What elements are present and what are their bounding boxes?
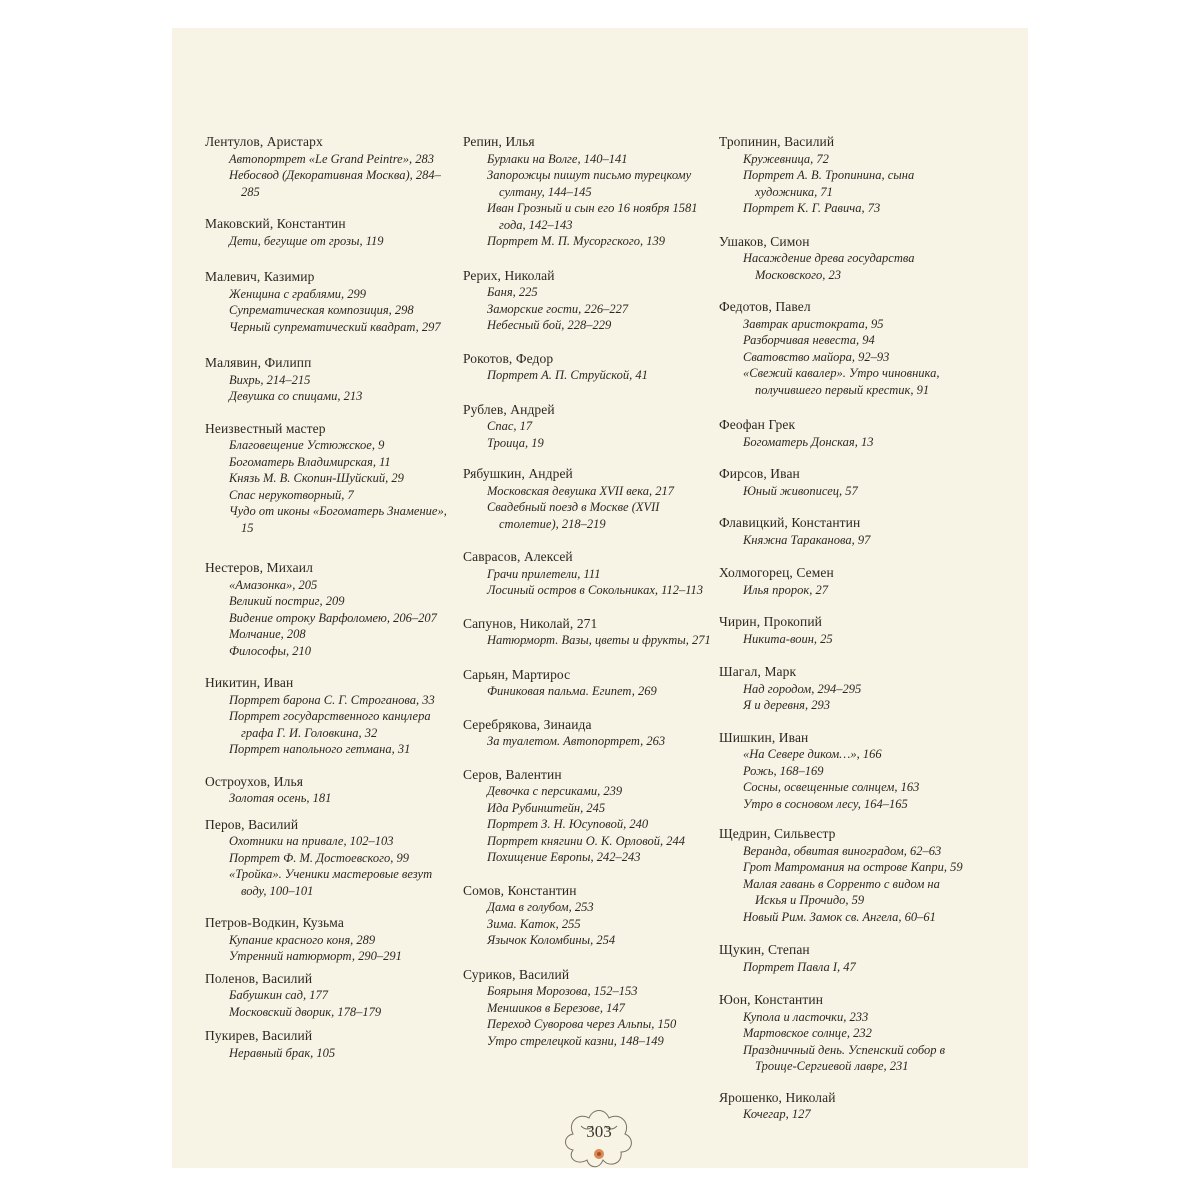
artist-name: Репин, Илья xyxy=(463,134,535,149)
artist-name: Тропинин, Василий xyxy=(719,134,835,149)
index-entry xyxy=(719,417,969,450)
artist-name: Серебрякова, Зинаида xyxy=(463,716,592,732)
index-entry xyxy=(205,421,455,537)
work-title: Портрет барона С. Г. Строганова, 33 xyxy=(229,692,435,707)
work-title: Мартовское солнце, 232 xyxy=(743,1026,872,1040)
artist-name: Рерих, Николай xyxy=(463,267,555,283)
artist-name: Серов, Валентин xyxy=(463,766,562,782)
work-title: Переход Суворова через Альпы, 150 xyxy=(487,1017,677,1031)
works-list xyxy=(719,681,969,714)
works-list xyxy=(205,987,455,1020)
work-title: Бурлаки на Волге, 140–141 xyxy=(487,151,628,166)
index-entry xyxy=(205,269,455,335)
works-list xyxy=(719,843,969,926)
work-title: Баня, 225 xyxy=(487,285,538,299)
index-entry xyxy=(719,942,969,975)
work-title: Портрет З. Н. Юсуповой, 240 xyxy=(487,817,649,831)
index-entry xyxy=(719,664,969,714)
work-title: Сватовство майора, 92–93 xyxy=(743,349,890,364)
artist-name: Никитин, Иван xyxy=(205,675,294,690)
works-list xyxy=(463,983,713,1049)
work-title: Бабушкин сад, 177 xyxy=(229,988,328,1002)
works-list xyxy=(205,233,455,250)
artist-name: Поленов, Василий xyxy=(205,970,313,986)
index-entry xyxy=(719,565,969,598)
artist-name: Сапунов, Николай, 271 xyxy=(463,615,598,631)
index-entry xyxy=(463,134,713,250)
works-list xyxy=(719,631,969,648)
index-entry xyxy=(719,614,969,647)
works-list xyxy=(463,783,713,866)
works-list xyxy=(463,899,713,949)
index-entry xyxy=(463,883,713,949)
work-title: Финиковая пальма. Египет, 269 xyxy=(487,684,657,698)
works-list xyxy=(719,746,969,812)
work-title: Богоматерь Донская, 13 xyxy=(743,434,874,449)
work-title: Купание красного коня, 289 xyxy=(229,932,376,947)
work-title: Золотая осень, 181 xyxy=(229,791,332,805)
work-title: Праздничный день. Успенский собор в Троице-Сергиевой лавре, 231 xyxy=(743,1042,946,1073)
work-title: Портрет А. П. Струйской, 41 xyxy=(487,368,648,382)
index-entry xyxy=(205,675,455,758)
artist-name: Перов, Василий xyxy=(205,816,299,832)
work-title: Утренний натюрморт, 290–291 xyxy=(229,949,402,963)
works-list xyxy=(719,151,969,217)
work-title: Ида Рубинштейн, 245 xyxy=(487,800,606,815)
work-title: Князь М. В. Скопин-Шуйский, 29 xyxy=(229,471,404,485)
works-list xyxy=(463,367,713,384)
work-title: Юный живописец, 57 xyxy=(743,483,858,498)
works-list xyxy=(205,932,455,965)
work-title: Похищение Европы, 242–243 xyxy=(487,850,641,864)
work-title: Натюрморт. Вазы, цветы и фрукты, 271 xyxy=(487,633,711,647)
work-title: Супрематическая композиция, 298 xyxy=(229,303,414,317)
works-list xyxy=(205,151,455,201)
works-list xyxy=(205,437,455,536)
works-list xyxy=(463,632,713,649)
work-title: Купола и ласточки, 233 xyxy=(743,1009,869,1024)
artist-name: Петров-Водкин, Кузьма xyxy=(205,915,344,930)
artist-name: Феофан Грек xyxy=(719,417,796,432)
work-title: Автопортрет «Le Grand Peintre», 283 xyxy=(229,151,434,166)
artist-name: Юон, Константин xyxy=(719,992,824,1007)
artist-name: Рублев, Андрей xyxy=(463,401,555,417)
work-title: Разборчивая невеста, 94 xyxy=(743,333,875,347)
work-title: «Амазонка», 205 xyxy=(229,577,318,592)
works-list xyxy=(463,566,713,599)
work-title: Заморские гости, 226–227 xyxy=(487,301,629,316)
work-title: Девушка со спицами, 213 xyxy=(229,389,363,403)
artist-name: Суриков, Василий xyxy=(463,966,570,982)
work-title: Неравный брак, 105 xyxy=(229,1045,336,1060)
index-entry xyxy=(719,234,969,284)
index-entry xyxy=(719,134,969,217)
artist-name: Рокотов, Федор xyxy=(463,350,554,366)
works-list xyxy=(463,284,713,334)
work-title: Завтрак аристократа, 95 xyxy=(743,316,884,331)
works-list xyxy=(719,483,969,500)
index-entry xyxy=(463,268,713,334)
artist-name: Холмогорец, Семен xyxy=(719,565,834,580)
work-title: «Свежий кавалер». Утро чиновника, получившего первый крестик, 91 xyxy=(743,366,940,397)
artist-name: Сомов, Константин xyxy=(463,882,577,898)
work-title: Веранда, обвитая виноградом, 62–63 xyxy=(743,843,942,858)
work-title: Дама в голубом, 253 xyxy=(487,900,594,914)
index-entry xyxy=(719,1090,969,1123)
works-list xyxy=(719,1106,969,1123)
index-entry xyxy=(463,549,713,599)
work-title: Малая гавань в Сорренто с видом на Искья и Прочидо, 59 xyxy=(743,876,940,907)
artist-name: Фирсов, Иван xyxy=(719,466,800,481)
artist-name: Щедрин, Сильвестр xyxy=(719,826,836,841)
work-title: Девочка с персиками, 239 xyxy=(487,784,623,798)
index-entry xyxy=(205,817,455,900)
work-title: Зима. Каток, 255 xyxy=(487,916,581,931)
work-title: Дети, бегущие от грозы, 119 xyxy=(229,233,384,248)
index-entry xyxy=(719,466,969,499)
artist-name: Чирин, Прокопий xyxy=(719,614,822,629)
works-list xyxy=(463,733,713,750)
page-number: 303 xyxy=(586,1122,612,1141)
artist-name: Малявин, Филипп xyxy=(205,355,312,370)
works-list xyxy=(205,372,455,405)
artist-name: Маковский, Константин xyxy=(205,216,346,231)
work-title: Чудо от иконы «Богоматерь Знамение», 15 xyxy=(229,504,447,535)
book-page xyxy=(172,28,1028,1168)
artist-name: Саврасов, Алексей xyxy=(463,549,573,564)
work-title: Никита-воин, 25 xyxy=(743,631,833,646)
work-title: Боярыня Морозова, 152–153 xyxy=(487,984,638,998)
works-list xyxy=(719,434,969,451)
work-title: «Тройка». Ученики мастеровые везут воду, 100–101 xyxy=(229,867,433,898)
artist-name: Сарьян, Мартирос xyxy=(463,666,571,682)
index-entry xyxy=(205,971,455,1021)
artist-name: Шагал, Марк xyxy=(719,664,797,679)
work-title: Язычок Коломбины, 254 xyxy=(487,933,616,947)
index-column-2 xyxy=(463,134,713,1049)
artist-name: Щукин, Степан xyxy=(719,942,810,957)
artist-name: Ушаков, Симон xyxy=(719,233,810,249)
work-title: Великий постриг, 209 xyxy=(229,594,345,608)
work-title: Меншиков в Березове, 147 xyxy=(487,1000,625,1015)
work-title: Московская девушка XVII века, 217 xyxy=(487,483,675,498)
work-title: Небесный бой, 228–229 xyxy=(487,318,612,332)
work-title: Портрет К. Г. Равича, 73 xyxy=(743,201,881,215)
work-title: Портрет напольного гетмана, 31 xyxy=(229,742,411,756)
work-title: Новый Рим. Замок св. Ангела, 60–61 xyxy=(743,909,936,924)
index-entry xyxy=(463,616,713,649)
artist-name: Лентулов, Аристарх xyxy=(205,134,323,149)
work-title: Спас нерукотворный, 7 xyxy=(229,487,354,502)
works-list xyxy=(205,286,455,336)
artist-name: Малевич, Казимир xyxy=(205,269,315,284)
work-title: Портрет княгини О. К. Орловой, 244 xyxy=(487,833,685,848)
artist-name: Шишкин, Иван xyxy=(719,729,809,745)
index-entry xyxy=(463,967,713,1050)
work-title: Лосиный остров в Сокольниках, 112–113 xyxy=(487,583,704,597)
works-list xyxy=(719,959,969,976)
index-entry xyxy=(463,667,713,700)
work-title: Вихрь, 214–215 xyxy=(229,372,311,387)
work-title: Портрет М. П. Мусоргского, 139 xyxy=(487,234,665,248)
work-title: Благовещение Устюжское, 9 xyxy=(229,438,385,452)
work-title: Иван Грозный и сын его 16 ноября 1581 года, 142–143 xyxy=(487,201,698,232)
work-title: Над городом, 294–295 xyxy=(743,681,862,696)
work-title: Черный супрематический квадрат, 297 xyxy=(229,319,441,334)
artist-name: Неизвестный мастер xyxy=(205,420,326,436)
work-title: Видение отроку Варфоломею, 206–207 xyxy=(229,610,437,625)
index-entry xyxy=(205,216,455,249)
work-title: Женщина с граблями, 299 xyxy=(229,286,366,301)
index-column-1 xyxy=(205,134,455,1061)
work-title: Небосвод (Декоративная Москва), 284–285 xyxy=(229,168,441,199)
work-title: Портрет Ф. М. Достоевского, 99 xyxy=(229,850,410,865)
work-title: Я и деревня, 293 xyxy=(743,698,830,712)
work-title: Кочегар, 127 xyxy=(743,1107,811,1121)
work-title: Утро в сосновом лесу, 164–165 xyxy=(743,796,908,811)
artist-name: Рябушкин, Андрей xyxy=(463,466,573,481)
works-list xyxy=(719,1009,969,1075)
works-list xyxy=(205,833,455,899)
index-entry xyxy=(205,355,455,405)
work-title: Кружевница, 72 xyxy=(743,151,829,166)
index-entry xyxy=(719,730,969,813)
index-entry xyxy=(205,915,455,965)
works-list xyxy=(719,250,969,283)
index-entry xyxy=(205,560,455,659)
work-title: Илья пророк, 27 xyxy=(743,582,828,597)
work-title: Спас, 17 xyxy=(487,419,533,433)
work-title: Утро стрелецкой казни, 148–149 xyxy=(487,1033,664,1048)
index-entry xyxy=(205,1028,455,1061)
work-title: Портрет А. В. Тропинина, сына художника, 71 xyxy=(743,168,915,199)
index-entry xyxy=(719,299,969,398)
index-entry xyxy=(463,402,713,452)
works-list xyxy=(205,1045,455,1062)
page-footer xyxy=(539,1104,659,1174)
work-title: «На Севере диком…», 166 xyxy=(743,747,882,761)
works-list xyxy=(205,692,455,758)
artist-name: Федотов, Павел xyxy=(719,299,811,314)
works-list xyxy=(205,790,455,807)
index-entry xyxy=(719,515,969,548)
artist-name: Пукирев, Василий xyxy=(205,1028,313,1043)
works-list xyxy=(719,532,969,549)
artist-name: Остроухов, Илья xyxy=(205,773,304,789)
works-list xyxy=(719,316,969,399)
index-entry xyxy=(463,717,713,750)
index-entry xyxy=(205,774,455,807)
work-title: Грот Матромания на острове Капри, 59 xyxy=(743,860,963,874)
work-title: Философы, 210 xyxy=(229,643,311,658)
index-entry xyxy=(463,351,713,384)
works-list xyxy=(463,483,713,533)
work-title: Охотники на привале, 102–103 xyxy=(229,834,394,848)
index-entry xyxy=(205,134,455,200)
work-title: Портрет государственного канцлера графа Г. И. Головкина, 32 xyxy=(229,709,431,740)
work-title: Портрет Павла I, 47 xyxy=(743,959,856,974)
work-title: Троица, 19 xyxy=(487,435,544,450)
work-title: Свадебный поезд в Москве (XVII столетие), 218–219 xyxy=(487,500,660,531)
index-entry xyxy=(463,767,713,866)
works-list xyxy=(463,418,713,451)
artist-name: Нестеров, Михаил xyxy=(205,560,313,575)
index-entry xyxy=(719,826,969,925)
index-column-3 xyxy=(719,134,969,1123)
work-title: Княжна Тараканова, 97 xyxy=(743,532,871,547)
index-entry xyxy=(463,466,713,532)
artist-name: Флавицкий, Константин xyxy=(719,515,861,530)
work-title: Сосны, освещенные солнцем, 163 xyxy=(743,780,920,794)
works-list xyxy=(205,577,455,660)
work-title: Московский дворик, 178–179 xyxy=(229,1004,382,1019)
work-title: Богоматерь Владимирская, 11 xyxy=(229,454,391,469)
work-title: Грачи прилетели, 111 xyxy=(487,566,601,581)
artist-name: Ярошенко, Николай xyxy=(719,1089,836,1105)
work-title: Молчание, 208 xyxy=(229,627,306,641)
work-title: Запорожцы пишут письмо турецкому султану, 144–145 xyxy=(487,168,692,199)
work-title: Рожь, 168–169 xyxy=(743,763,824,778)
works-list xyxy=(719,582,969,599)
works-list xyxy=(463,151,713,250)
index-entry xyxy=(719,992,969,1075)
work-title: Насаждение древа государства Московского, 23 xyxy=(743,251,915,282)
works-list xyxy=(463,683,713,700)
work-title: За туалетом. Автопортрет, 263 xyxy=(487,734,666,748)
